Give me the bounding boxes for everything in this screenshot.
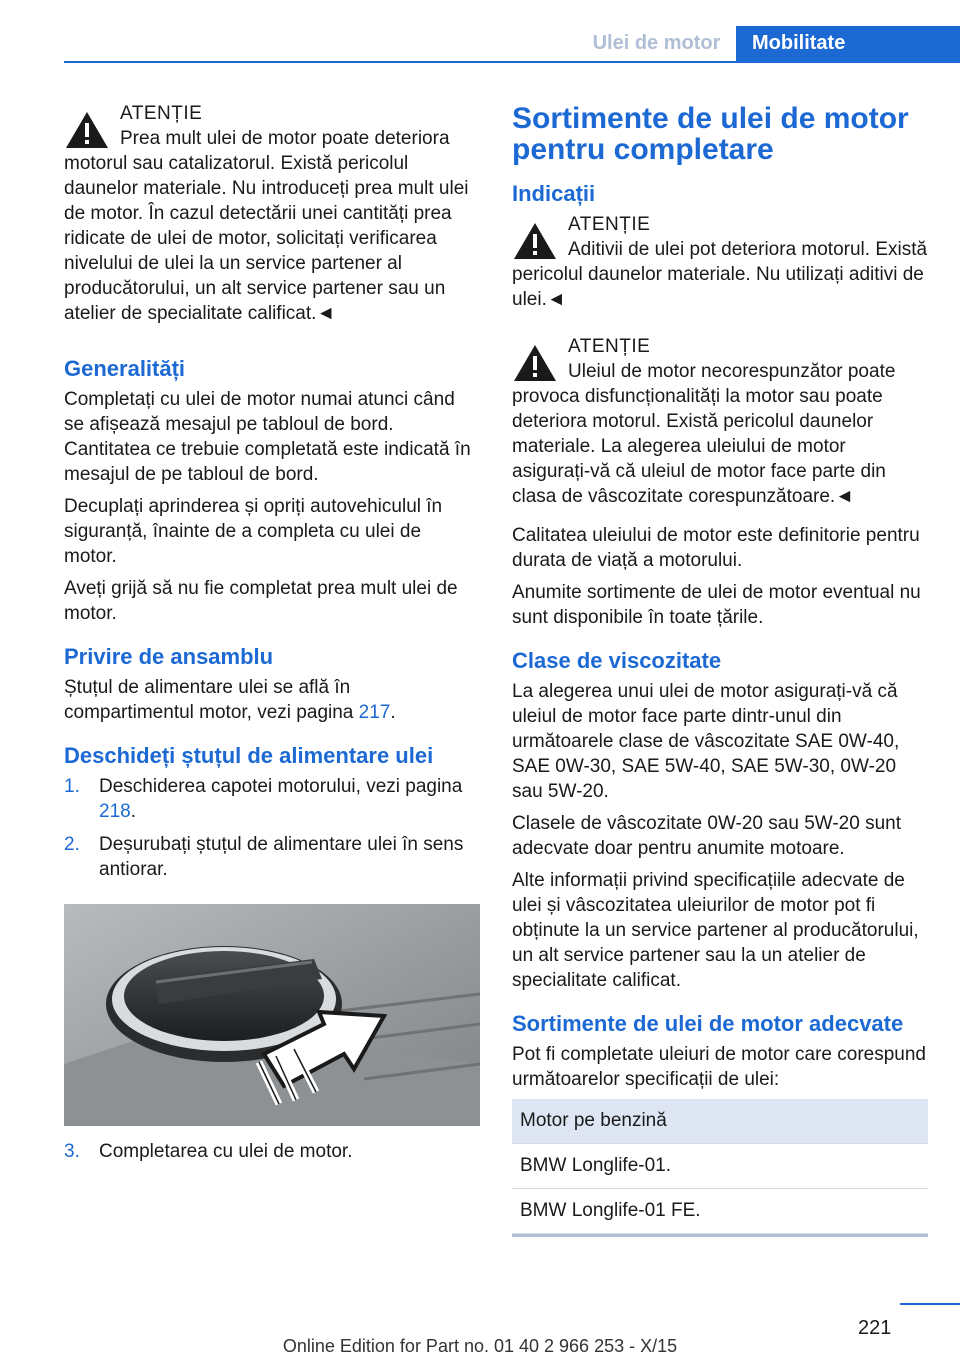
suitable-paragraph: Pot fi completate uleiuri de motor care corespund următoarelor specificații de ulei: [512, 1044, 926, 1090]
heading-overview: Privire de ansamblu [64, 644, 274, 669]
right-column [512, 101, 928, 1237]
general-paragraph-2: Decuplați aprinderea și opriți autovehiculul în siguranță, înainte de a completa cu ulei de motor. [64, 496, 443, 567]
page-number: 221 [858, 1317, 892, 1339]
warning-icon [512, 221, 558, 261]
step-text: Deschiderea capotei motorului, vezi pagina [99, 776, 463, 797]
steps-list-continued [64, 1139, 478, 1164]
heading-suitable-oils: Sortimente de ulei de motor adecvate [512, 1011, 904, 1036]
warning-viscosity [512, 334, 928, 509]
list-item [64, 774, 478, 824]
table-row [512, 1144, 928, 1189]
heading-viscosity: Clase de viscozitate [512, 648, 722, 673]
heading-open-filler: Deschideți ștuțul de alimentare ulei [64, 743, 434, 768]
table-cell: BMW Longlife-01 FE. [512, 1189, 928, 1234]
warning-title: ATENȚIE [120, 103, 203, 124]
table-header: Motor pe benzină [512, 1099, 928, 1144]
oil-filler-cap-image [64, 904, 480, 1126]
header-rule [64, 61, 960, 63]
step-number: 3. [64, 1141, 80, 1162]
overview-paragraph [64, 675, 478, 725]
list-item [64, 832, 478, 882]
general-paragraph-3: Aveți grijă să nu fie completat prea mult ulei de motor. [64, 578, 458, 624]
warning-title: ATENȚIE [568, 336, 651, 357]
page-link-218[interactable]: 218 [99, 801, 131, 822]
step-number: 1. [64, 776, 80, 797]
list-item [64, 1139, 478, 1164]
left-column [64, 101, 478, 1172]
chapter-tab: Mobilitate [736, 26, 960, 62]
warning-overfill [64, 101, 478, 326]
step-text-end: . [130, 801, 136, 822]
warning-text: Aditivii de ulei pot deteriora motorul. Există pericolul daunelor materiale. Nu utilizați aditivi de ulei.◄ [512, 239, 928, 310]
step-text: Deșurubați ștuțul de alimentare ulei în sens antiorar. [99, 834, 464, 880]
steps-list [64, 774, 478, 882]
table-row [512, 1189, 928, 1234]
warning-text: Uleiul de motor necorespunzător poate provoca disfuncționalități la motor sau poate deteriora motorul. Există pericolul daunelor materiale. La alegerea uleiului de motor asigurați-vă că uleiul de motor face parte din clasa de vâscozitate corespunzătoare.◄ [512, 361, 896, 507]
table-cell: BMW Longlife-01. [512, 1144, 928, 1189]
viscosity-paragraph-3: Alte informații privind specificațiile adecvate de ulei și vâscozitatea uleiurilor de motor pot fi obținute la un service partener al producătorului, un alt service partener sau la un atelier de specialitate calificat. [512, 870, 919, 991]
page-number-rule [900, 1303, 960, 1305]
heading-general: Generalități [64, 356, 186, 381]
edition-footer: Online Edition for Part no. 01 40 2 966 253 - X/15 [282, 1336, 678, 1356]
page-header [0, 0, 960, 62]
page-link-217[interactable]: 217 [358, 702, 391, 723]
viscosity-paragraph-1: La alegerea unui ulei de motor asigurați-vă că uleiul de motor face parte dintr-unul din următoarele clase de vâscozitate SAE 0W-40, SAE 0W-30, SAE 5W-40, SAE 5W-30, 0W-20 sau 5W-20. [512, 681, 900, 802]
page-title: Sortimente de ulei de motor pentru completare [512, 102, 909, 166]
oil-spec-table [512, 1099, 928, 1234]
indications-paragraph-2: Anumite sortimente de ulei de motor eventual nu sunt disponibile în toate țările. [512, 582, 921, 628]
general-paragraph-1: Completați cu ulei de motor numai atunci când se afișează mesajul pe tabloul de bord. Cantitatea ce trebuie completată este indicată în mesajul de pe tabloul de bord. [64, 389, 471, 485]
step-number: 2. [64, 834, 80, 855]
warning-icon [64, 110, 110, 150]
table-bottom-rule [512, 1234, 928, 1237]
warning-title: ATENȚIE [568, 214, 651, 235]
warning-text: Prea mult ulei de motor poate deteriora motorul sau catalizatorul. Există pericolul daunelor materiale. Nu introduceți prea mult ulei de motor. În cazul detectării unei cantități prea ridicate de ulei de motor, solicitați verificarea nivelului de ulei la un service partener al producătorului, un alt service partener sau un atelier de specialitate calificat.◄ [64, 128, 469, 324]
indications-paragraph-1: Calitatea uleiului de motor este definitorie pentru durata de viață a motorului. [512, 525, 920, 571]
step-text: Completarea cu ulei de motor. [99, 1141, 353, 1162]
warning-icon [512, 343, 558, 383]
viscosity-paragraph-2: Clasele de vâscozitate 0W-20 sau 5W-20 sunt adecvate doar pentru anumite motoare. [512, 813, 901, 859]
overview-text-end: . [390, 702, 396, 723]
section-tab: Ulei de motor [592, 32, 721, 54]
table-header-row [512, 1099, 928, 1144]
overview-text: Ștuțul de alimentare ulei se află în compartimentul motor, vezi pagina [64, 677, 359, 723]
heading-indications: Indicații [512, 181, 596, 206]
warning-additives [512, 212, 928, 312]
